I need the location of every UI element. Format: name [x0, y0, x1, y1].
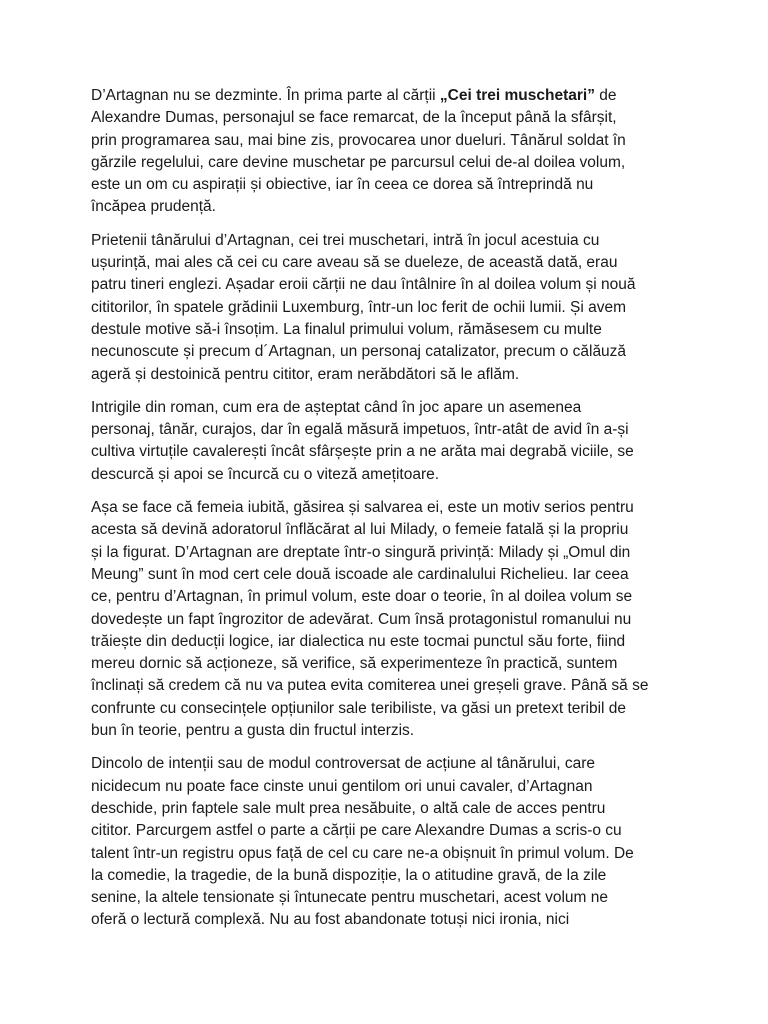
text-line	[91, 909, 681, 931]
text-line	[91, 865, 681, 887]
text-line	[91, 609, 681, 631]
text-run: cititorilor, în spatele grădinii Luxemburg, într-un loc ferit de ochii lumii. Și avem	[91, 298, 626, 316]
book-title: „Cei trei muschetari”	[439, 87, 595, 104]
text-run: și la figurat. D’Artagnan are dreptate într-o singură privință: Milady și „Omul din	[91, 543, 631, 561]
text-line	[91, 820, 681, 842]
text-line	[91, 698, 681, 720]
text-run: senine, la altele tensionate și întunecate pentru muschetari, acest volum ne	[91, 889, 608, 907]
text-line	[91, 887, 681, 909]
text-line	[91, 653, 681, 675]
text-run: încăpea prudență.	[91, 198, 216, 216]
text-run: cititor. Parcurgem astfel o parte a cărții pe care Alexandre Dumas a scris-o cu	[91, 822, 622, 840]
text-run: D’Artagnan nu se dezminte. În prima parte al cărții	[91, 87, 440, 104]
text-line	[91, 753, 681, 775]
text-run: patru tineri englezi. Așadar eroii cărții ne dau întâlnire în al doilea volum și nouă	[91, 276, 636, 294]
text-run: nicidecum nu poate face cinste unui gentilom ori unui cavaler, d’Artagnan	[91, 777, 593, 795]
text-run: oferă o lectură complexă. Nu au fost abandonate totuși nici ironia, nici	[91, 911, 570, 929]
text-run: talent într-un registru opus față de cel cu care ne-a obișnuit în primul volum. De	[91, 844, 634, 862]
text-run: trăiește din deducții logice, iar dialectica nu este tocmai punctul său forte, fiind	[91, 632, 626, 650]
text-run: dovedește un fapt îngrozitor de adevărat. Cum însă protagonistul romanului nu	[91, 610, 632, 628]
text-run: ușurință, mai ales că cei cu care aveau să se dueleze, de această dată, erau	[91, 254, 618, 272]
text-line	[91, 720, 681, 742]
text-line	[91, 586, 681, 608]
text-line	[91, 364, 681, 386]
text-run: înclinați să credem că nu va putea evita comiterea unei greșeli grave. Până să se	[91, 677, 649, 695]
text-run: mereu dornic să acționeze, să verifice, să experimenteze în practică, suntem	[91, 655, 618, 673]
text-run: Dincolo de intenții sau de modul controversat de acțiune al tânărului, care	[91, 755, 596, 773]
text-run: cultiva virtuțile cavalerești încât sfârșește prin a ne arăta mai degrabă viciile, se	[91, 443, 634, 461]
text-line	[91, 130, 681, 152]
text-run: ce, pentru d’Artagnan, în primul volum, este doar o teorie, în al doilea volum se	[91, 588, 633, 606]
text-line	[91, 107, 681, 129]
text-line	[91, 85, 681, 107]
text-run: Așa se face că femeia iubită, găsirea și salvarea ei, este un motiv serios pentru	[91, 499, 634, 517]
text-line	[91, 464, 681, 486]
text-run: personaj, tânăr, curajos, dar în egală măsură impetuos, într-atât de avid în a-și	[91, 421, 629, 439]
body-paragraph	[91, 397, 681, 486]
body-paragraph	[91, 497, 681, 742]
body-paragraph	[91, 85, 681, 219]
text-run: Meung” sunt în mod cert cele două iscoade ale cardinalului Richelieu. Iar ceea	[91, 565, 629, 583]
text-run: la comedie, la tragedie, de la bună dispoziție, la o atitudine gravă, de la zile	[91, 866, 607, 884]
text-line	[91, 196, 681, 218]
text-line	[91, 419, 681, 441]
text-line	[91, 776, 681, 798]
text-line	[91, 497, 681, 519]
text-line	[91, 675, 681, 697]
text-run: Intrigile din roman, cum era de așteptat când în joc apare un asemenea	[91, 398, 582, 416]
text-run: de	[594, 87, 617, 104]
text-line	[91, 798, 681, 820]
text-line	[91, 252, 681, 274]
text-line	[91, 174, 681, 196]
text-run: necunoscute și precum d´Artagnan, un personaj catalizator, precum o călăuză	[91, 343, 627, 361]
text-line	[91, 631, 681, 653]
text-run: confrunte cu consecințele opțiunilor sale teribiliste, va găsi un pretext teribil de	[91, 699, 627, 717]
text-line	[91, 274, 681, 296]
text-line	[91, 519, 681, 541]
text-run: Alexandre Dumas, personajul se face remarcat, de la început până la sfârșit,	[91, 109, 617, 127]
text-run: acesta să devină adoratorul înflăcărat al lui Milady, o femeie fatală și la propriu	[91, 521, 629, 539]
text-line	[91, 319, 681, 341]
body-paragraph	[91, 753, 681, 931]
text-run: ageră și destoinică pentru cititor, eram nerăbdători să le aflăm.	[91, 365, 520, 383]
text-run: deschide, prin faptele sale mult prea nesăbuite, o altă cale de acces pentru	[91, 799, 606, 817]
text-line	[91, 230, 681, 252]
text-line	[91, 564, 681, 586]
text-run: Prietenii tânărului d’Artagnan, cei trei muschetari, intră în jocul acestuia cu	[91, 231, 600, 249]
text-line	[91, 542, 681, 564]
text-run: destule motive să-i însoțim. La finalul primului volum, rămăsesem cu multe	[91, 320, 602, 338]
body-paragraph	[91, 230, 681, 386]
text-line	[91, 152, 681, 174]
text-run: este un om cu aspirații și obiective, iar în ceea ce dorea să întreprindă nu	[91, 176, 594, 194]
text-line	[91, 341, 681, 363]
text-line	[91, 297, 681, 319]
text-run: bun în teorie, pentru a gusta din fructul interzis.	[91, 722, 415, 740]
text-line	[91, 397, 681, 419]
text-line	[91, 441, 681, 463]
text-line	[91, 843, 681, 865]
text-run: gărzile regelului, care devine muschetar pe parcursul celui de-al doilea volum,	[91, 153, 626, 171]
text-run: prin programarea sau, mai bine zis, provocarea unor dueluri. Tânărul soldat în	[91, 131, 626, 149]
document-page	[91, 85, 681, 943]
text-run: descurcă și apoi se încurcă cu o viteză amețitoare.	[91, 465, 440, 483]
